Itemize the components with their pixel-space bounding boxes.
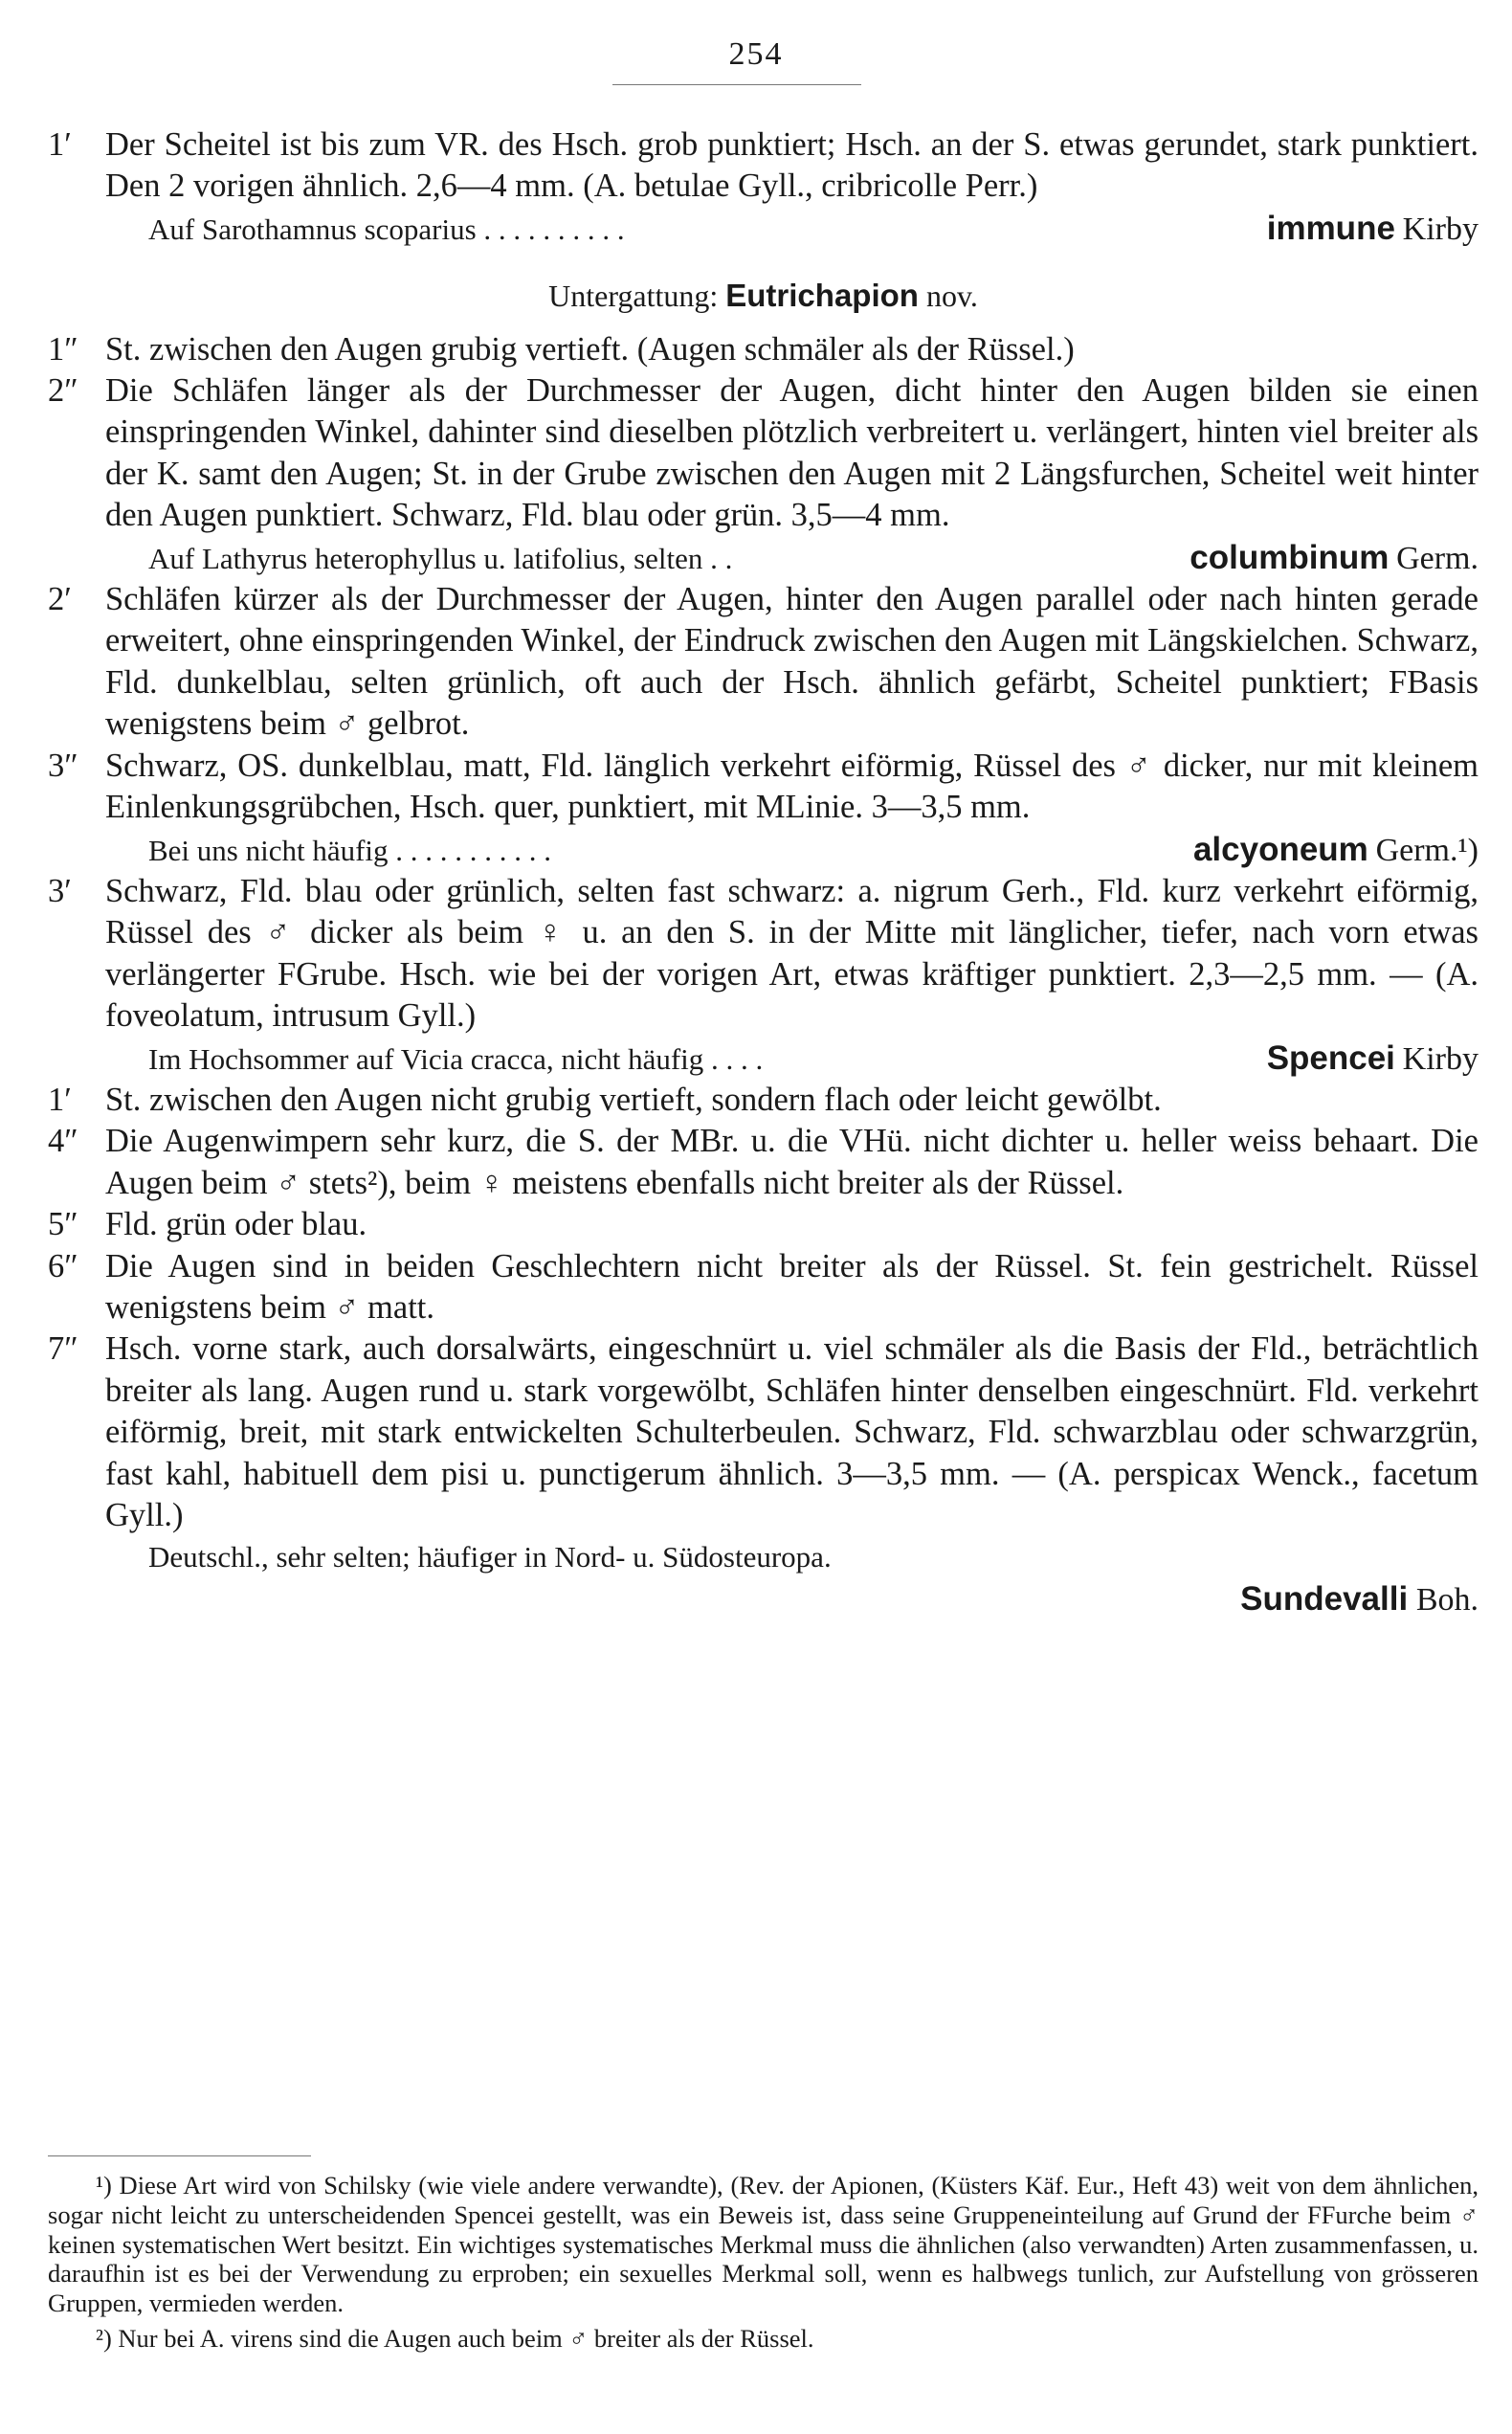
subgenus-heading	[48, 275, 1479, 317]
species-author: Kirby	[1402, 1040, 1479, 1077]
couplet-number: 6″	[48, 1247, 78, 1284]
host-line	[48, 1536, 1479, 1577]
subgenus-name: Eutrichapion	[725, 278, 919, 314]
key-entry	[48, 1246, 1479, 1329]
couplet-number: 7″	[48, 1330, 78, 1368]
key-entry	[48, 579, 1479, 746]
key-entry	[48, 1329, 1479, 1536]
key-entry	[48, 1080, 1479, 1121]
couplet-text: Der Scheitel ist bis zum VR. des Hsch. grob punktiert; Hsch. an der S. etwas gerundet, stark punktiert. Den 2 vorigen ähnlich. 2,6—4 mm. (A. betulae Gyll., cribricolle Perr.)	[105, 126, 1479, 205]
couplet-text: St. zwischen den Augen grubig vertieft. (Augen schmäler als der Rüssel.)	[105, 330, 1075, 368]
host-line	[48, 537, 1479, 579]
species-author: Germ.	[1396, 540, 1479, 576]
species-name-line	[1256, 208, 1479, 250]
couplet-number: 1″	[48, 330, 78, 368]
couplet-text: Die Augen sind in beiden Geschlechtern nicht breiter als der Rüssel. St. fein gestrichelt. Rüssel wenigstens beim ♂ matt.	[105, 1247, 1479, 1326]
couplet-text: Schläfen kürzer als der Durchmesser der Augen, hinter den Augen parallel oder nach hinten gerade erweitert, ohne einspringenden Winkel, der Eindruck zwischen den Augen mit Längskielchen. Schwarz, Fld. dunkelblau, selten grünlich, oft auch der Hsch. ähnlich gefärbt, Scheitel punktiert; FBasis wenigstens beim ♂ gelbrot.	[105, 581, 1479, 743]
couplet-number: 2′	[48, 581, 72, 618]
species-name-line	[1182, 829, 1479, 871]
footnotes	[48, 2171, 1479, 2354]
couplet-text: Schwarz, Fld. blau oder grünlich, selten fast schwarz: a. nigrum Gerh., Fld. kurz verkehrt eiförmig, Rüssel des ♂ dicker als beim ♀ u. an den S. in der Mitte mit länglicher, tiefer, nach vorn etwas verlängerter FGrube. Hsch. wie bei der vorigen Art, etwas kräftiger punktiert. 2,3—2,5 mm. — (A. foveolatum, intrusum Gyll.)	[105, 872, 1479, 1035]
couplet-number: 4″	[48, 1123, 78, 1160]
couplet-text: Die Augenwimpern sehr kurz, die S. der MBr. u. die VHü. nicht dichter u. heller weiss behaart. Die Augen beim ♂ stets²), beim ♀ meistens ebenfalls nicht breiter als der Rüssel.	[105, 1123, 1479, 1201]
couplet-text: Hsch. vorne stark, auch dorsalwärts, eingeschnürt u. viel schmäler als die Basis der Fld., beträchtlich breiter als lang. Augen rund u. stark vorgewölbt, Schläfen hinter denselben eingeschnürt. Fld. verkehrt eiförmig, breit, mit stark entwickelten Schulterbeulen. Schwarz, Fld. schwarzblau oder schwarzgrün, fast kahl, habituell dem pisi u. punctigerum ähnlich. 3—3,5 mm. — (A. perspicax Wenck., facetum Gyll.)	[105, 1330, 1479, 1533]
footnote-2: ²) Nur bei A. virens sind die Augen auch beim ♂ breiter als der Rüssel.	[96, 2323, 814, 2353]
key-entry	[48, 871, 1479, 1038]
couplet-number: 1′	[48, 126, 72, 163]
species-name-line	[48, 1578, 1479, 1620]
key-entry	[48, 124, 1479, 208]
couplet-number: 3′	[48, 872, 72, 909]
header-rule	[612, 84, 861, 85]
couplet-number: 3″	[48, 747, 78, 784]
couplet-number: 5″	[48, 1206, 78, 1243]
species-author: Germ.¹)	[1375, 832, 1479, 868]
species-name-line	[1178, 537, 1479, 579]
key-entry	[48, 370, 1479, 537]
couplet-text: Die Schläfen länger als der Durchmesser der Augen, dicht hinter den Augen bilden sie einen einspringenden Winkel, dahinter sind dieselben plötzlich verbreitert u. verlängert, hinten viel breiter als der K. samt den Augen; St. in der Grube zwischen den Augen mit 2 Längsfurchen, Scheitel weit hinter den Augen punktiert. Schwarz, Fld. blau oder grün. 3,5—4 mm.	[105, 372, 1479, 534]
key-entry	[48, 329, 1479, 370]
host-text: Bei uns nicht häufig . . . . . . . . . . .	[148, 833, 552, 867]
couplet-text: Schwarz, OS. dunkelblau, matt, Fld. länglich verkehrt eiförmig, Rüssel des ♂ dicker, nur mit kleinem Einlenkungsgrübchen, Hsch. quer, punktiert, mit MLinie. 3—3,5 mm.	[105, 747, 1479, 826]
couplet-number: 2″	[48, 372, 78, 410]
key-entry	[48, 1204, 1479, 1245]
species-name: alcyoneum	[1192, 830, 1368, 868]
host-line	[48, 208, 1479, 250]
footnote-rule	[48, 2155, 311, 2156]
couplet-number: 1′	[48, 1081, 72, 1118]
subgenus-suffix: nov.	[925, 279, 978, 314]
couplet-text: St. zwischen den Augen nicht grubig vertieft, sondern flach oder leicht gewölbt.	[105, 1081, 1162, 1118]
host-text: Auf Lathyrus heterophyllus u. latifolius, selten . .	[148, 541, 733, 575]
key-entry	[48, 746, 1479, 829]
page-number: 254	[728, 36, 784, 72]
host-line	[48, 829, 1479, 871]
host-text: Auf Sarothamnus scoparius . . . . . . . . . .	[148, 212, 625, 246]
host-text: Deutschl., sehr selten; häufiger in Nord- u. Südosteuropa.	[148, 1540, 832, 1574]
couplet-text: Fld. grün oder blau.	[105, 1206, 367, 1243]
footnote-1: ¹) Diese Art wird von Schilsky (wie viele andere verwandte), (Rev. der Apionen, (Küsters Käf. Eur., Heft 43) weit von dem ähnlichen, sogar nicht leicht zu unterscheidenden Spencei gestellt, was ein Beweis ist, dass seine Gruppeneinteilung auf Grund der FFurche beim ♂ keinen systematischen Wert besitzt. Ein wichtiges systematisches Merkmal muss die ähnlichen (also verwandten) Arten zusammenfassen, u. daraufhin ist es bei der Verwendung zu erproben; ein sexuelles Merkmal soll, wenn es halbwegs tunlich, zur Aufstellung von grösseren Gruppen, vermieden werden.	[48, 2171, 1479, 2318]
species-name: Spencei	[1266, 1038, 1395, 1077]
key-text	[48, 124, 1479, 1620]
subgenus-prefix: Untergattung:	[548, 279, 719, 314]
key-entry	[48, 1121, 1479, 1204]
host-text: Im Hochsommer auf Vicia cracca, nicht häufig . . . .	[148, 1041, 764, 1076]
species-author: Kirby	[1402, 211, 1479, 247]
host-line	[48, 1038, 1479, 1080]
species-name: Sundevalli	[1240, 1579, 1409, 1618]
species-name: columbinum	[1190, 538, 1390, 576]
species-name-line	[1256, 1038, 1479, 1080]
species-author: Boh.	[1415, 1581, 1479, 1618]
species-name: immune	[1266, 209, 1395, 247]
